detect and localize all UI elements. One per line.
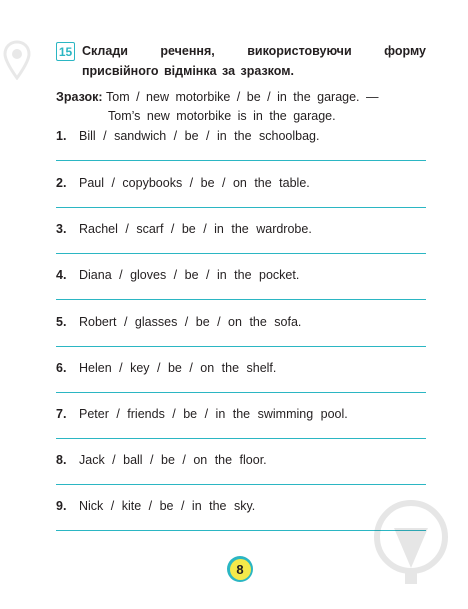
task-number-badge: 15 [56, 42, 75, 61]
answer-line[interactable] [56, 530, 426, 531]
task-header [56, 41, 426, 81]
watermark-logo-icon [3, 40, 31, 80]
item-prompt: Rachel / scarf / be / in the wardrobe. [79, 222, 312, 236]
item-prompt: Robert / glasses / be / on the sofa. [79, 315, 302, 329]
exercise-item [56, 267, 426, 313]
task-instruction: Склади речення, використовуючи форму присвійного відмінка за зразком. [82, 44, 426, 78]
item-prompt: Diana / gloves / be / in the pocket. [79, 268, 300, 282]
page-number-badge [227, 556, 253, 582]
example-label: Зразок: [56, 90, 103, 104]
answer-line[interactable] [56, 484, 426, 485]
exercise-item [56, 360, 426, 406]
answer-line[interactable] [56, 438, 426, 439]
exercise-item [56, 128, 426, 174]
exercise-item [56, 314, 426, 360]
page-number: 8 [230, 559, 251, 580]
item-prompt: Paul / copybooks / be / on the table. [79, 176, 310, 190]
example-line-2: Tom’s new motorbike is in the garage. [108, 109, 336, 123]
watermark-logo-icon [372, 498, 450, 586]
item-prompt: Bill / sandwich / be / in the schoolbag. [79, 129, 320, 143]
item-prompt: Helen / key / be / on the shelf. [79, 361, 277, 375]
item-number: 1. [56, 129, 67, 143]
exercise-item [56, 498, 426, 544]
item-prompt: Jack / ball / be / on the floor. [79, 453, 267, 467]
answer-line[interactable] [56, 253, 426, 254]
answer-line[interactable] [56, 392, 426, 393]
item-prompt: Nick / kite / be / in the sky. [79, 499, 256, 513]
answer-line[interactable] [56, 160, 426, 161]
example-block [56, 88, 426, 126]
item-prompt: Peter / friends / be / in the swimming pool. [79, 407, 348, 421]
item-number: 3. [56, 222, 67, 236]
item-number: 9. [56, 499, 67, 513]
example-line-1: Tom / new motorbike / be / in the garage. — [106, 90, 379, 104]
answer-line[interactable] [56, 207, 426, 208]
item-number: 6. [56, 361, 67, 375]
item-number: 2. [56, 176, 67, 190]
answer-line[interactable] [56, 299, 426, 300]
exercise-item [56, 221, 426, 267]
exercise-item [56, 175, 426, 221]
item-number: 5. [56, 315, 67, 329]
item-number: 8. [56, 453, 67, 467]
item-number: 7. [56, 407, 67, 421]
item-number: 4. [56, 268, 67, 282]
exercise-item [56, 406, 426, 452]
exercise-item [56, 452, 426, 498]
answer-line[interactable] [56, 346, 426, 347]
